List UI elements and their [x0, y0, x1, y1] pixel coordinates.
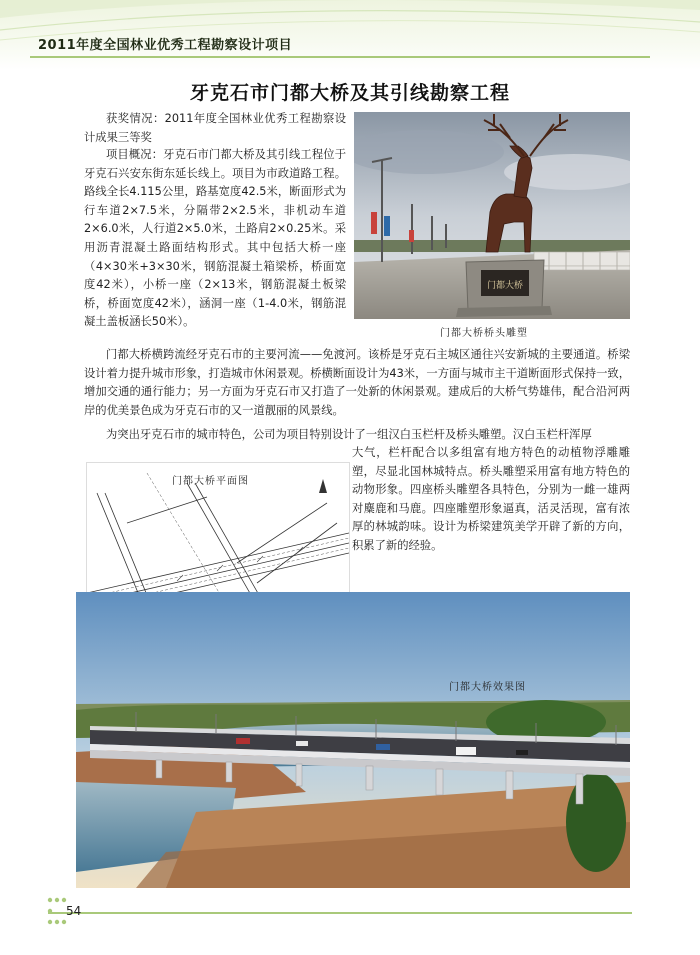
render-caption: 门都大桥效果图	[449, 682, 526, 693]
sculpture-paragraph-first-line: 为突出牙克石市的城市特色，公司为项目特别设计了一组汉白玉栏杆及桥头雕塑。汉白玉栏杆浑厚	[106, 428, 592, 441]
header-divider	[30, 56, 650, 58]
header-title: 2011年度全国林业优秀工程勘察设计项目	[38, 38, 293, 53]
award-paragraph: 获奖情况：2011年度全国林业优秀工程勘察设计成果三等奖	[84, 112, 346, 144]
overview-paragraph: 项目概况：牙克石市门都大桥及其引线工程位于牙克石兴安东街东延长线上。项目为市政道路工程。路线全长4.115公里，路基宽度42.5米，断面形式为行车道2×7.5米，分隔带2×2.5米，非机动车道2×6.0米，人行道2×5.0米，土路肩2×0.25米。采用沥青混凝土路面结构形式。其中包括大桥一座（4×30米+3×30米，钢筋混凝土箱梁桥，桥面宽度42米），小桥一座（2×13米，钢筋混凝土板梁桥，桥面宽度42米），涵洞一座（1-4.0米，钢筋混凝土盖板涵长50米）。	[84, 148, 346, 329]
page-number: 54	[66, 904, 82, 918]
plaque-text: 门都大桥	[486, 281, 524, 291]
sculpture-paragraph-continued: 大气，栏杆配合以多组富有地方特色的动植物浮雕雕塑，尽显北国林城特点。桥头雕塑采用富有地方特色的动物形象。四座桥头雕塑各具特色，分别为一雌一雄两对麋鹿和马鹿。四座雕塑形象逼真，活灵活现，富有浓厚的林城韵味。设计为桥梁建筑美学开辟了新的方向，积累了新的经验。	[352, 446, 630, 552]
bridge-description-paragraph: 门都大桥横跨流经牙克石市的主要河流——免渡河。该桥是牙克石主城区通往兴安新城的主要通道。桥梁设计着力提升城市形象，打造城市休闲景观。桥横断面设计为43米，一方面与城市主干道断面形式保持一致，增加交通的通行能力；另一方面为牙克石市又打造了一处新的休闲景观。建成后的大桥气势雄伟，配合沿河两岸的优美景色成为牙克石市的又一道靓丽的风景线。	[84, 348, 630, 417]
plan-caption: 门都大桥平面图	[172, 476, 249, 487]
bridge-rendering	[76, 592, 630, 888]
statue-caption: 门都大桥桥头雕塑	[440, 328, 528, 339]
statue-photo	[354, 112, 630, 319]
page-title: 牙克石市门都大桥及其引线勘察工程	[189, 82, 510, 104]
footer-divider	[48, 912, 632, 914]
